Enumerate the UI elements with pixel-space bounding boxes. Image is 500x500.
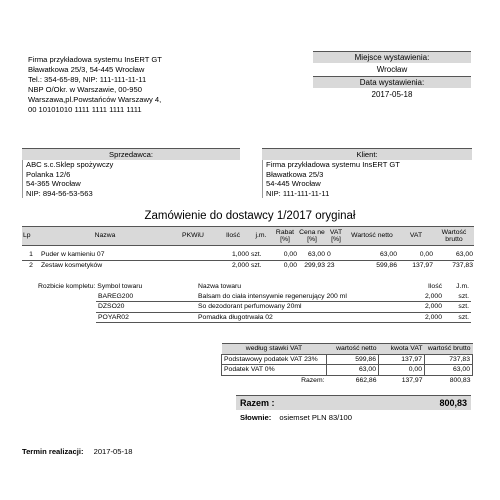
breakdown-qty: 2,000 [396,312,444,323]
client-box [262,148,472,198]
breakdown-name-header: Nazwa towaru [198,283,242,290]
item-ilosc: 2,000 [231,261,249,269]
vat-brutto-header: wartość brutto [425,344,473,355]
client-box-line: 54-445 Wrocław [266,179,321,188]
seller-line: Bławatkowa 25/3, 54-445 Wrocław [28,65,145,74]
seller-line: Tel.: 354-65-89, NIP: 111-111-11-11 [28,75,147,84]
table-row [96,302,471,313]
termin-realizacji [22,447,132,456]
col-netto: Wartość netto [346,227,398,246]
table-row [96,312,471,323]
issue-place-value: Wrocław [376,65,408,74]
breakdown-unit-header: J.m. [456,283,469,290]
breakdown-symbol: DZSO20 [96,302,196,313]
vat-summary-table [221,343,473,385]
item-netto: 63,00 [379,250,397,258]
seller-box-label: Sprzedawca: [22,148,240,160]
table-row [222,354,473,365]
vat-total-row [222,375,473,385]
item-vat-pct: 0 [327,250,331,258]
vat-rate-header: według stawki VAT [222,344,327,355]
vat-total-amount: 137,97 [401,376,423,384]
item-cena: 63,00 [307,250,325,258]
vat-rate: Podatek VAT 0% [222,365,327,376]
col-ilosc: Ilość [216,227,250,246]
col-brutto: Wartość brutto [434,227,474,246]
issue-box [313,51,471,101]
seller-header [28,55,162,115]
item-rabat: 0,00 [283,250,297,258]
item-jm: szt. [251,261,262,269]
vat-netto: 599,86 [327,354,379,365]
item-lp: 1 [29,250,33,258]
item-vat: 0,00 [419,250,433,258]
col-pkwiu: PKWiU [170,227,216,246]
item-pkwiu [170,260,216,271]
breakdown-name: Pomadka długotrwała 02 [196,312,396,323]
item-ilosc: 1,000 [231,250,249,258]
vat-total-brutto: 800,83 [449,376,471,384]
breakdown-table [96,282,471,323]
grand-total-value: 800,83 [439,398,467,408]
vat-header-row [222,344,473,355]
col-vat-pct: VAT [%] [326,227,346,246]
seller-box [22,148,240,198]
seller-line: Warszawa,pl.Powstańców Warszawy 4, [28,95,162,104]
item-jm: szt. [251,250,262,258]
table-row [22,260,474,271]
breakdown-header-row [96,282,471,292]
vat-amount: 137,97 [379,354,425,365]
document-title: Zamówienie do dostawcy 1/2017 oryginał [144,210,356,222]
col-cena: Cena ne [%] [298,227,326,246]
items-header-row [22,227,474,246]
breakdown-unit: szt. [444,312,471,323]
col-lp: Lp [22,227,40,246]
vat-rate: Podstawowy podatek VAT 23% [222,354,327,365]
item-rabat: 0,00 [283,261,297,269]
item-brutto: 63,00 [455,250,473,258]
item-cena: 299,93 [304,261,325,269]
vat-total-label: Razem: [301,376,325,384]
item-vat-pct: 23 [327,261,335,269]
vat-amount: 0,00 [379,365,425,376]
amount-in-words [240,413,352,422]
seller-line: Firma przykładowa systemu InsERT GT [28,55,162,64]
seller-box-line: ABC s.c.Sklep spożywczy [26,160,114,169]
client-box-line: Firma przykładowa systemu InsERT GT [266,160,400,169]
grand-total-bar [236,395,471,410]
breakdown-qty-header: Ilość [428,283,442,290]
vat-amount-header: kwota VAT [379,344,425,355]
seller-line: 00 10101010 1111 1111 1111 1111 [28,105,142,114]
col-vat: VAT [398,227,434,246]
termin-value: 2017-05-18 [93,447,133,456]
vat-total-netto: 662,86 [355,376,377,384]
seller-box-line: NIP: 894-56-53-563 [26,188,93,198]
table-row [96,292,471,302]
breakdown-unit: szt. [444,292,471,302]
grand-total-label: Razem : [240,398,275,408]
issue-date-label: Data wystawienia: [313,76,471,88]
vat-netto: 63,00 [327,365,379,376]
breakdown-symbol: BAREG200 [96,292,196,302]
vat-brutto: 63,00 [425,365,473,376]
client-box-line: Bławatkowa 25/3 [266,169,324,179]
breakdown-label: Rozbicie kompletu: Symbol towaru [38,283,143,290]
breakdown-symbol: POYAR02 [96,312,196,323]
vat-netto-header: wartość netto [327,344,379,355]
client-box-line: NIP: 111-111-11-11 [266,188,330,198]
item-nazwa: Puder w kamieniu 07 [41,250,105,258]
seller-box-line: 54-365 Wrocław [26,179,81,188]
table-row [22,250,474,261]
item-netto: 599,86 [376,261,397,269]
breakdown-unit: szt. [444,302,471,313]
client-box-lines [262,160,472,198]
issue-date-value: 2017-05-18 [371,90,413,99]
seller-box-line: Polanka 12/6 [26,169,71,179]
breakdown-name: Balsam do ciała intensywnie regenerujący 200 ml [196,292,396,302]
termin-label: Termin realizacji: [22,447,84,456]
items-table [22,226,474,271]
col-nazwa: Nazwa [40,227,170,246]
breakdown-qty: 2,000 [396,302,444,313]
breakdown-qty: 2,000 [396,292,444,302]
vat-brutto: 737,83 [425,354,473,365]
breakdown-name: So dezodorant perfumowany 20ml [196,302,396,313]
seller-line: NBP O/Okr. w Warszawie, 00-950 [28,85,142,94]
item-lp: 2 [29,261,33,269]
item-vat: 137,97 [412,261,433,269]
client-box-label: Klient: [262,148,472,160]
item-pkwiu [170,250,216,261]
words-value: osiemset PLN 83/100 [279,413,352,422]
seller-box-lines [22,160,240,198]
col-jm: j.m. [250,227,272,246]
table-row [222,365,473,376]
words-label: Słownie: [240,413,272,422]
col-rabat: Rabat [%] [272,227,298,246]
issue-place-label: Miejsce wystawienia: [313,51,471,63]
item-nazwa: Zestaw kosmetyków [41,261,103,269]
item-brutto: 737,83 [452,261,473,269]
